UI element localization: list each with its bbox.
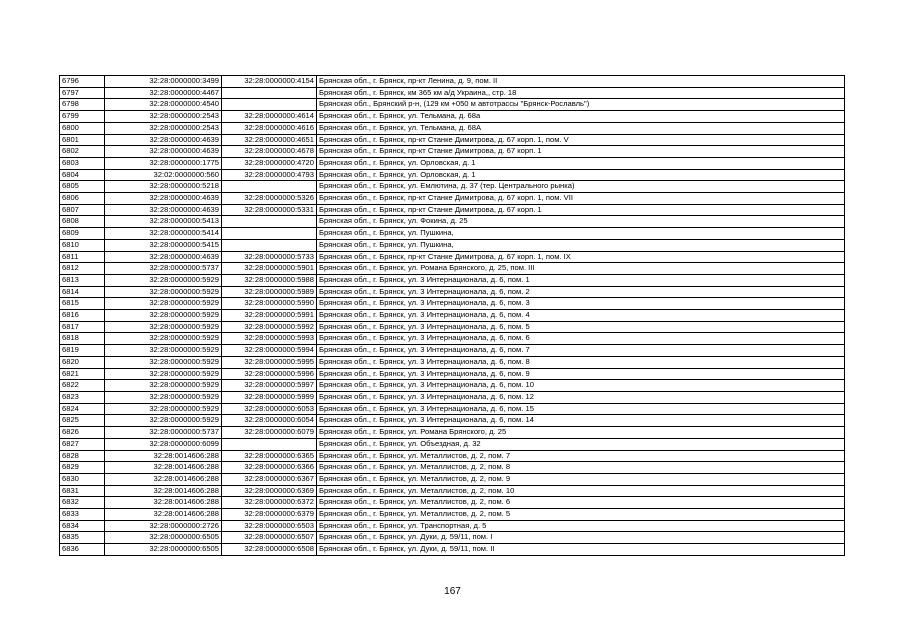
related-cadastral-number-cell: 32:28:0000000:5901 bbox=[222, 263, 317, 275]
related-cadastral-number-cell: 32:28:0000000:5988 bbox=[222, 274, 317, 286]
cadastral-number-cell: 32:28:0000000:5737 bbox=[105, 263, 222, 275]
address-cell: Брянская обл., г. Брянск, ул. 3 Интернационала, д. 6, пом. 10 bbox=[317, 380, 845, 392]
related-cadastral-number-cell: 32:28:0000000:4616 bbox=[222, 122, 317, 134]
address-cell: Брянская обл., г. Брянск, ул. Металлистов, д. 2, пом. 9 bbox=[317, 473, 845, 485]
cadastral-number-cell: 32:28:0000000:5929 bbox=[105, 286, 222, 298]
table-row bbox=[60, 403, 845, 415]
address-cell: Брянская обл., г. Брянск, пр-кт Станке Димитрова, д. 67 корп. 1 bbox=[317, 146, 845, 158]
address-cell: Брянская обл., г. Брянск, ул. Пушкина, bbox=[317, 228, 845, 240]
table-row bbox=[60, 87, 845, 99]
table-row bbox=[60, 76, 845, 88]
row-number-cell: 6797 bbox=[60, 87, 105, 99]
table-row bbox=[60, 157, 845, 169]
table-row bbox=[60, 368, 845, 380]
related-cadastral-number-cell: 32:28:0000000:5997 bbox=[222, 380, 317, 392]
row-number-cell: 6807 bbox=[60, 204, 105, 216]
table-row bbox=[60, 473, 845, 485]
property-registry-table bbox=[59, 75, 845, 556]
row-number-cell: 6806 bbox=[60, 193, 105, 205]
table-row bbox=[60, 263, 845, 275]
cadastral-number-cell: 32:28:0000000:5929 bbox=[105, 345, 222, 357]
table-row bbox=[60, 111, 845, 123]
cadastral-number-cell: 32:28:0014606:288 bbox=[105, 497, 222, 509]
table-row bbox=[60, 134, 845, 146]
related-cadastral-number-cell bbox=[222, 228, 317, 240]
row-number-cell: 6815 bbox=[60, 298, 105, 310]
address-cell: Брянская обл., г. Брянск, ул. Металлистов, д. 2, пом. 8 bbox=[317, 462, 845, 474]
table-row bbox=[60, 333, 845, 345]
cadastral-number-cell: 32:28:0000000:5413 bbox=[105, 216, 222, 228]
cadastral-number-cell: 32:28:0000000:5929 bbox=[105, 356, 222, 368]
row-number-cell: 6820 bbox=[60, 356, 105, 368]
address-cell: Брянская обл., г. Брянск, ул. Металлистов, д. 2, пом. 7 bbox=[317, 450, 845, 462]
cadastral-number-cell: 32:28:0000000:6505 bbox=[105, 532, 222, 544]
table-row bbox=[60, 462, 845, 474]
address-cell: Брянская обл., г. Брянск, км 365 км а/д Украина,, стр. 18 bbox=[317, 87, 845, 99]
table-row bbox=[60, 286, 845, 298]
row-number-cell: 6831 bbox=[60, 485, 105, 497]
related-cadastral-number-cell: 32:28:0000000:4154 bbox=[222, 76, 317, 88]
address-cell: Брянская обл., г. Брянск, ул. 3 Интернационала, д. 6, пом. 8 bbox=[317, 356, 845, 368]
table-row bbox=[60, 427, 845, 439]
table-row bbox=[60, 391, 845, 403]
cadastral-number-cell: 32:28:0014606:288 bbox=[105, 462, 222, 474]
table-row bbox=[60, 485, 845, 497]
address-cell: Брянская обл., г. Брянск, ул. 3 Интернационала, д. 6, пом. 12 bbox=[317, 391, 845, 403]
related-cadastral-number-cell bbox=[222, 239, 317, 251]
table-row bbox=[60, 298, 845, 310]
table-row bbox=[60, 228, 845, 240]
address-cell: Брянская обл., г. Брянск, ул. 3 Интернационала, д. 6, пом. 14 bbox=[317, 415, 845, 427]
cadastral-number-cell: 32:28:0000000:6505 bbox=[105, 544, 222, 556]
cadastral-number-cell: 32:28:0014606:288 bbox=[105, 473, 222, 485]
row-number-cell: 6821 bbox=[60, 368, 105, 380]
table-row bbox=[60, 181, 845, 193]
address-cell: Брянская обл., г. Брянск, ул. Орловская, д. 1 bbox=[317, 169, 845, 181]
address-cell: Брянская обл., г. Брянск, ул. 3 Интернационала, д. 6, пом. 4 bbox=[317, 310, 845, 322]
related-cadastral-number-cell: 32:28:0000000:6367 bbox=[222, 473, 317, 485]
row-number-cell: 6814 bbox=[60, 286, 105, 298]
related-cadastral-number-cell: 32:28:0000000:6054 bbox=[222, 415, 317, 427]
row-number-cell: 6835 bbox=[60, 532, 105, 544]
cadastral-number-cell: 32:28:0000000:5929 bbox=[105, 333, 222, 345]
related-cadastral-number-cell: 32:28:0000000:5733 bbox=[222, 251, 317, 263]
cadastral-number-cell: 32:28:0000000:4639 bbox=[105, 204, 222, 216]
table-row bbox=[60, 497, 845, 509]
row-number-cell: 6813 bbox=[60, 274, 105, 286]
related-cadastral-number-cell: 32:28:0000000:6503 bbox=[222, 520, 317, 532]
cadastral-number-cell: 32:28:0000000:4639 bbox=[105, 146, 222, 158]
table-row bbox=[60, 438, 845, 450]
row-number-cell: 6823 bbox=[60, 391, 105, 403]
cadastral-number-cell: 32:28:0000000:2726 bbox=[105, 520, 222, 532]
cadastral-number-cell: 32:02:0000000:560 bbox=[105, 169, 222, 181]
cadastral-number-cell: 32:28:0000000:1775 bbox=[105, 157, 222, 169]
row-number-cell: 6796 bbox=[60, 76, 105, 88]
address-cell: Брянская обл., г. Брянск, ул. Емлютина, д. 37 (тер. Центрального рынка) bbox=[317, 181, 845, 193]
related-cadastral-number-cell: 32:28:0000000:6508 bbox=[222, 544, 317, 556]
cadastral-number-cell: 32:28:0000000:4639 bbox=[105, 134, 222, 146]
related-cadastral-number-cell bbox=[222, 181, 317, 193]
address-cell: Брянская обл., г. Брянск, ул. Пушкина, bbox=[317, 239, 845, 251]
address-cell: Брянская обл., г. Брянск, ул. Орловская, д. 1 bbox=[317, 157, 845, 169]
related-cadastral-number-cell: 32:28:0000000:6379 bbox=[222, 509, 317, 521]
related-cadastral-number-cell: 32:28:0000000:4793 bbox=[222, 169, 317, 181]
cadastral-number-cell: 32:28:0000000:5929 bbox=[105, 391, 222, 403]
cadastral-number-cell: 32:28:0000000:5737 bbox=[105, 427, 222, 439]
address-cell: Брянская обл., г. Брянск, ул. Объездная, д. 32 bbox=[317, 438, 845, 450]
table-row bbox=[60, 204, 845, 216]
address-cell: Брянская обл., г. Брянск, ул. Романа Брянского, д. 25 bbox=[317, 427, 845, 439]
cadastral-number-cell: 32:28:0000000:5929 bbox=[105, 415, 222, 427]
address-cell: Брянская обл., г. Брянск, пр-кт Станке Димитрова, д. 67 корп. 1, пом. VII bbox=[317, 193, 845, 205]
row-number-cell: 6827 bbox=[60, 438, 105, 450]
table-row bbox=[60, 356, 845, 368]
related-cadastral-number-cell: 32:28:0000000:6507 bbox=[222, 532, 317, 544]
table-row bbox=[60, 99, 845, 111]
row-number-cell: 6817 bbox=[60, 321, 105, 333]
address-cell: Брянская обл., г. Брянск, ул. 3 Интернационала, д. 6, пом. 5 bbox=[317, 321, 845, 333]
address-cell: Брянская обл., г. Брянск, ул. 3 Интернационала, д. 6, пом. 6 bbox=[317, 333, 845, 345]
address-cell: Брянская обл., г. Брянск, ул. Тельмана, д. 68а bbox=[317, 111, 845, 123]
address-cell: Брянская обл., г. Брянск, ул. 3 Интернационала, д. 6, пом. 7 bbox=[317, 345, 845, 357]
row-number-cell: 6804 bbox=[60, 169, 105, 181]
table-row bbox=[60, 509, 845, 521]
related-cadastral-number-cell: 32:28:0000000:6079 bbox=[222, 427, 317, 439]
table-row bbox=[60, 239, 845, 251]
table-row bbox=[60, 251, 845, 263]
table-row bbox=[60, 193, 845, 205]
cadastral-number-cell: 32:28:0000000:2543 bbox=[105, 111, 222, 123]
related-cadastral-number-cell: 32:28:0000000:5996 bbox=[222, 368, 317, 380]
row-number-cell: 6819 bbox=[60, 345, 105, 357]
address-cell: Брянская обл., г. Брянск, ул. Металлистов, д. 2, пом. 6 bbox=[317, 497, 845, 509]
related-cadastral-number-cell: 32:28:0000000:6366 bbox=[222, 462, 317, 474]
cadastral-number-cell: 32:28:0000000:5929 bbox=[105, 298, 222, 310]
related-cadastral-number-cell: 32:28:0000000:4651 bbox=[222, 134, 317, 146]
address-cell: Брянская обл., г. Брянск, пр-кт Станке Димитрова, д. 67 корп. 1, пом. IX bbox=[317, 251, 845, 263]
cadastral-number-cell: 32:28:0000000:5415 bbox=[105, 239, 222, 251]
related-cadastral-number-cell: 32:28:0000000:6053 bbox=[222, 403, 317, 415]
related-cadastral-number-cell: 32:28:0000000:5994 bbox=[222, 345, 317, 357]
address-cell: Брянская обл., г. Брянск, пр-кт Ленина, д. 9, пом. II bbox=[317, 76, 845, 88]
address-cell: Брянская обл., г. Брянск, ул. 3 Интернационала, д. 6, пом. 9 bbox=[317, 368, 845, 380]
row-number-cell: 6810 bbox=[60, 239, 105, 251]
related-cadastral-number-cell bbox=[222, 99, 317, 111]
row-number-cell: 6799 bbox=[60, 111, 105, 123]
row-number-cell: 6836 bbox=[60, 544, 105, 556]
row-number-cell: 6812 bbox=[60, 263, 105, 275]
cadastral-number-cell: 32:28:0000000:5929 bbox=[105, 403, 222, 415]
table-row bbox=[60, 310, 845, 322]
address-cell: Брянская обл., Брянский р-н, (129 км +050 м автотрассы "Брянск-Рославль") bbox=[317, 99, 845, 111]
address-cell: Брянская обл., г. Брянск, ул. Дуки, д. 59/11, пом. I bbox=[317, 532, 845, 544]
address-cell: Брянская обл., г. Брянск, ул. Транспортная, д. 5 bbox=[317, 520, 845, 532]
row-number-cell: 6803 bbox=[60, 157, 105, 169]
table-row bbox=[60, 321, 845, 333]
cadastral-number-cell: 32:28:0000000:4639 bbox=[105, 251, 222, 263]
related-cadastral-number-cell: 32:28:0000000:5992 bbox=[222, 321, 317, 333]
address-cell: Брянская обл., г. Брянск, ул. Тельмана, д. 68А bbox=[317, 122, 845, 134]
row-number-cell: 6825 bbox=[60, 415, 105, 427]
related-cadastral-number-cell: 32:28:0000000:5991 bbox=[222, 310, 317, 322]
cadastral-number-cell: 32:28:0000000:5929 bbox=[105, 274, 222, 286]
row-number-cell: 6811 bbox=[60, 251, 105, 263]
cadastral-number-cell: 32:28:0000000:4639 bbox=[105, 193, 222, 205]
cadastral-number-cell: 32:28:0000000:5929 bbox=[105, 321, 222, 333]
cadastral-number-cell: 32:28:0014606:288 bbox=[105, 509, 222, 521]
table-row bbox=[60, 122, 845, 134]
cadastral-number-cell: 32:28:0000000:5929 bbox=[105, 310, 222, 322]
related-cadastral-number-cell: 32:28:0000000:5993 bbox=[222, 333, 317, 345]
cadastral-number-cell: 32:28:0000000:5929 bbox=[105, 380, 222, 392]
row-number-cell: 6826 bbox=[60, 427, 105, 439]
table-row bbox=[60, 146, 845, 158]
related-cadastral-number-cell: 32:28:0000000:5326 bbox=[222, 193, 317, 205]
address-cell: Брянская обл., г. Брянск, ул. 3 Интернационала, д. 6, пом. 2 bbox=[317, 286, 845, 298]
row-number-cell: 6830 bbox=[60, 473, 105, 485]
related-cadastral-number-cell bbox=[222, 438, 317, 450]
table-row bbox=[60, 450, 845, 462]
related-cadastral-number-cell: 32:28:0000000:5995 bbox=[222, 356, 317, 368]
table-row bbox=[60, 415, 845, 427]
related-cadastral-number-cell: 32:28:0000000:5990 bbox=[222, 298, 317, 310]
row-number-cell: 6801 bbox=[60, 134, 105, 146]
address-cell: Брянская обл., г. Брянск, ул. 3 Интернационала, д. 6, пом. 15 bbox=[317, 403, 845, 415]
address-cell: Брянская обл., г. Брянск, пр-кт Станке Димитрова, д. 67 корп. 1, пом. V bbox=[317, 134, 845, 146]
row-number-cell: 6802 bbox=[60, 146, 105, 158]
row-number-cell: 6808 bbox=[60, 216, 105, 228]
table-row bbox=[60, 520, 845, 532]
row-number-cell: 6800 bbox=[60, 122, 105, 134]
address-cell: Брянская обл., г. Брянск, ул. Металлистов, д. 2, пом. 10 bbox=[317, 485, 845, 497]
table-row bbox=[60, 169, 845, 181]
address-cell: Брянская обл., г. Брянск, ул. Металлистов, д. 2, пом. 5 bbox=[317, 509, 845, 521]
related-cadastral-number-cell: 32:28:0000000:4678 bbox=[222, 146, 317, 158]
related-cadastral-number-cell: 32:28:0000000:5999 bbox=[222, 391, 317, 403]
registry-table-body bbox=[60, 76, 845, 556]
table-row bbox=[60, 345, 845, 357]
row-number-cell: 6818 bbox=[60, 333, 105, 345]
cadastral-number-cell: 32:28:0000000:5414 bbox=[105, 228, 222, 240]
cadastral-number-cell: 32:28:0000000:6099 bbox=[105, 438, 222, 450]
related-cadastral-number-cell: 32:28:0000000:4720 bbox=[222, 157, 317, 169]
table-row bbox=[60, 274, 845, 286]
address-cell: Брянская обл., г. Брянск, ул. 3 Интернационала, д. 6, пом. 1 bbox=[317, 274, 845, 286]
address-cell: Брянская обл., г. Брянск, пр-кт Станке Димитрова, д. 67 корп. 1 bbox=[317, 204, 845, 216]
related-cadastral-number-cell: 32:28:0000000:6372 bbox=[222, 497, 317, 509]
cadastral-number-cell: 32:28:0014606:288 bbox=[105, 450, 222, 462]
related-cadastral-number-cell: 32:28:0000000:4614 bbox=[222, 111, 317, 123]
row-number-cell: 6834 bbox=[60, 520, 105, 532]
page-number: 167 bbox=[444, 586, 461, 597]
cadastral-number-cell: 32:28:0000000:4467 bbox=[105, 87, 222, 99]
table-row bbox=[60, 216, 845, 228]
cadastral-number-cell: 32:28:0014606:288 bbox=[105, 485, 222, 497]
row-number-cell: 6805 bbox=[60, 181, 105, 193]
related-cadastral-number-cell bbox=[222, 216, 317, 228]
cadastral-number-cell: 32:28:0000000:2543 bbox=[105, 122, 222, 134]
row-number-cell: 6816 bbox=[60, 310, 105, 322]
row-number-cell: 6824 bbox=[60, 403, 105, 415]
table-row bbox=[60, 532, 845, 544]
related-cadastral-number-cell: 32:28:0000000:6365 bbox=[222, 450, 317, 462]
address-cell: Брянская обл., г. Брянск, ул. Романа Брянского, д. 25, пом. III bbox=[317, 263, 845, 275]
related-cadastral-number-cell: 32:28:0000000:5989 bbox=[222, 286, 317, 298]
cadastral-number-cell: 32:28:0000000:5929 bbox=[105, 368, 222, 380]
address-cell: Брянская обл., г. Брянск, ул. Фокина, д. 25 bbox=[317, 216, 845, 228]
related-cadastral-number-cell: 32:28:0000000:5331 bbox=[222, 204, 317, 216]
row-number-cell: 6809 bbox=[60, 228, 105, 240]
cadastral-number-cell: 32:28:0000000:4540 bbox=[105, 99, 222, 111]
related-cadastral-number-cell bbox=[222, 87, 317, 99]
address-cell: Брянская обл., г. Брянск, ул. 3 Интернационала, д. 6, пом. 3 bbox=[317, 298, 845, 310]
row-number-cell: 6822 bbox=[60, 380, 105, 392]
row-number-cell: 6833 bbox=[60, 509, 105, 521]
row-number-cell: 6798 bbox=[60, 99, 105, 111]
row-number-cell: 6828 bbox=[60, 450, 105, 462]
row-number-cell: 6832 bbox=[60, 497, 105, 509]
row-number-cell: 6829 bbox=[60, 462, 105, 474]
address-cell: Брянская обл., г. Брянск, ул. Дуки, д. 59/11, пом. II bbox=[317, 544, 845, 556]
cadastral-number-cell: 32:28:0000000:3499 bbox=[105, 76, 222, 88]
table-row bbox=[60, 544, 845, 556]
table-row bbox=[60, 380, 845, 392]
related-cadastral-number-cell: 32:28:0000000:6369 bbox=[222, 485, 317, 497]
cadastral-number-cell: 32:28:0000000:5218 bbox=[105, 181, 222, 193]
